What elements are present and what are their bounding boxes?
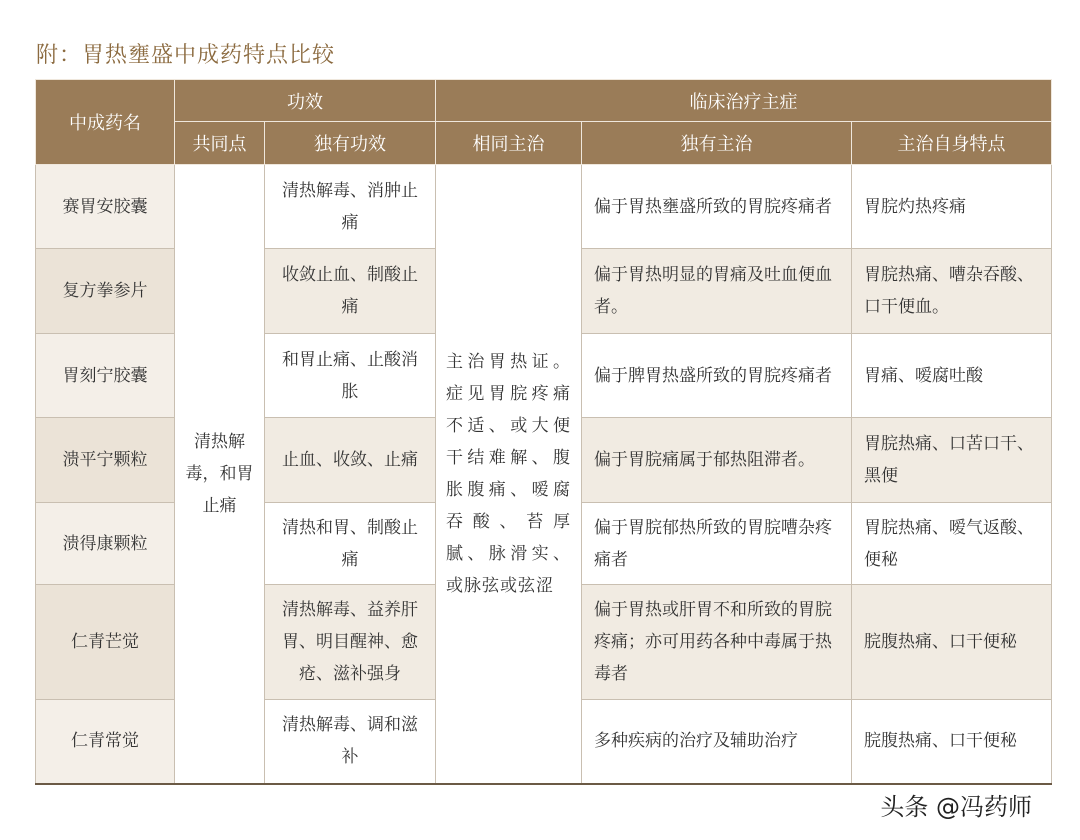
medicine-name: 仁青常觉 xyxy=(36,700,175,784)
own-feature-cell: 脘腹热痛、口干便秘 xyxy=(852,585,1052,700)
unique-indication-cell: 偏于胃热或肝胃不和所致的胃脘疼痛；亦可用药各种中毒属于热毒者 xyxy=(582,585,852,700)
unique-indication-cell: 偏于脾胃热盛所致的胃脘疼痛者 xyxy=(582,334,852,418)
header-own-feature: 主治自身特点 xyxy=(852,122,1052,165)
same-indication-cell: 主治胃热证。症见胃脘疼痛不适、或大便干结难解、腹胀腹痛、嗳腐吞酸、苔厚腻、脉滑实、或脉弦或弦涩 xyxy=(436,165,582,784)
page-title: 附：胃热壅盛中成药特点比较 xyxy=(36,43,336,68)
comparison-table xyxy=(35,79,1052,785)
own-feature-cell: 胃痛、嗳腐吐酸 xyxy=(852,334,1052,418)
own-feature-cell: 胃脘灼热疼痛 xyxy=(852,165,1052,249)
table-header xyxy=(36,80,1052,165)
unique-indication-cell: 偏于胃热壅盛所致的胃脘疼痛者 xyxy=(582,165,852,249)
header-clinical: 临床治疗主症 xyxy=(436,80,1052,122)
unique-effect-cell: 清热和胃、制酸止痛 xyxy=(265,503,436,585)
unique-effect-cell: 清热解毒、调和滋补 xyxy=(265,700,436,784)
author-watermark: 头条 @冯药师 xyxy=(880,793,1032,821)
medicine-name: 溃平宁颗粒 xyxy=(36,418,175,503)
own-feature-cell: 胃脘热痛、口苦口干、黑便 xyxy=(852,418,1052,503)
header-unique-indication: 独有主治 xyxy=(582,122,852,165)
unique-indication-cell: 偏于胃热明显的胃痛及吐血便血者。 xyxy=(582,249,852,334)
medicine-name: 仁青芒觉 xyxy=(36,585,175,700)
medicine-name: 复方拳参片 xyxy=(36,249,175,334)
unique-effect-cell: 止血、收敛、止痛 xyxy=(265,418,436,503)
unique-effect-cell: 清热解毒、消肿止痛 xyxy=(265,165,436,249)
common-point-cell: 清热解毒，和胃止痛 xyxy=(175,165,265,784)
table-row xyxy=(36,165,1052,249)
header-name: 中成药名 xyxy=(36,80,175,165)
table-body xyxy=(36,165,1052,784)
unique-effect-cell: 和胃止痛、止酸消胀 xyxy=(265,334,436,418)
header-unique-effect: 独有功效 xyxy=(265,122,436,165)
own-feature-cell: 胃脘热痛、嗳气返酸、便秘 xyxy=(852,503,1052,585)
header-same-indication: 相同主治 xyxy=(436,122,582,165)
medicine-name: 胃刻宁胶囊 xyxy=(36,334,175,418)
medicine-name: 赛胃安胶囊 xyxy=(36,165,175,249)
medicine-name: 溃得康颗粒 xyxy=(36,503,175,585)
own-feature-cell: 胃脘热痛、嘈杂吞酸、口干便血。 xyxy=(852,249,1052,334)
unique-effect-cell: 收敛止血、制酸止痛 xyxy=(265,249,436,334)
own-feature-cell: 脘腹热痛、口干便秘 xyxy=(852,700,1052,784)
unique-indication-cell: 偏于胃脘郁热所致的胃脘嘈杂疼痛者 xyxy=(582,503,852,585)
unique-indication-cell: 多种疾病的治疗及辅助治疗 xyxy=(582,700,852,784)
unique-indication-cell: 偏于胃脘痛属于郁热阻滞者。 xyxy=(582,418,852,503)
header-common: 共同点 xyxy=(175,122,265,165)
unique-effect-cell: 清热解毒、益养肝胃、明目醒神、愈疮、滋补强身 xyxy=(265,585,436,700)
header-efficacy: 功效 xyxy=(175,80,436,122)
